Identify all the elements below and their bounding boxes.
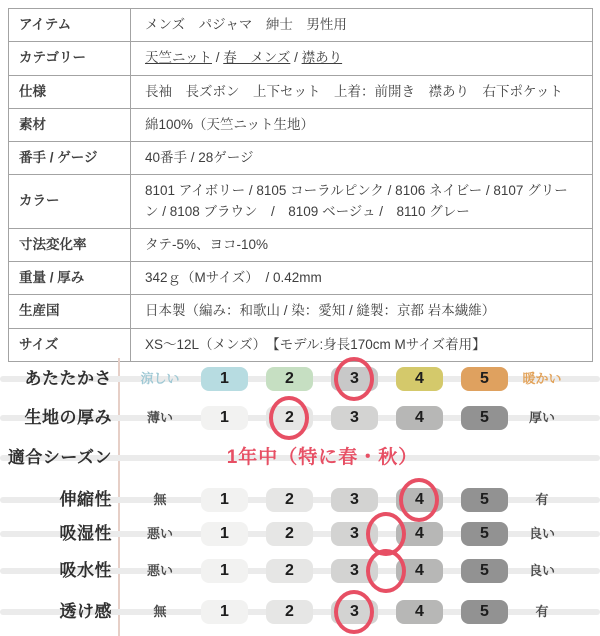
category-link-with-collar[interactable]: 襟あり bbox=[301, 50, 343, 66]
scale-left-label: 涼しい bbox=[140, 371, 180, 386]
table-row-size bbox=[9, 328, 593, 361]
scale-pill-1: 1 bbox=[201, 367, 248, 391]
scale-pill-5: 5 bbox=[461, 600, 508, 624]
link-separator: / bbox=[290, 50, 302, 66]
table-row-country bbox=[9, 295, 593, 328]
spec-label: 重量 / 厚み bbox=[9, 262, 131, 295]
scale-pill-2: 2 bbox=[266, 367, 313, 391]
spec-value: 綿100%（天竺ニット生地） bbox=[131, 108, 593, 141]
scale-pill-2: 2 bbox=[266, 600, 313, 624]
scale-pill-4: 4 bbox=[396, 488, 443, 512]
table-row-weight-thickness bbox=[9, 262, 593, 295]
scale-pill-2: 2 bbox=[266, 522, 313, 546]
scale-pill-5: 5 bbox=[461, 559, 508, 583]
rating-row-fabric-thickness bbox=[0, 399, 600, 437]
spec-value: 40番手 / 28ゲージ bbox=[131, 142, 593, 175]
scale-pill-4: 4 bbox=[396, 522, 443, 546]
table-row-dimensional-change bbox=[9, 228, 593, 261]
spec-value: タテ-5%、ヨコ-10% bbox=[131, 228, 593, 261]
scale-pill-1: 1 bbox=[201, 600, 248, 624]
rating-row-label: 吸水性 bbox=[59, 561, 112, 580]
table-row-item bbox=[9, 9, 593, 42]
scale-pill-2: 2 bbox=[266, 488, 313, 512]
scale-left-label: 無 bbox=[153, 492, 167, 507]
spec-table bbox=[8, 8, 593, 362]
table-row-specification bbox=[9, 75, 593, 108]
scale-pill-2: 2 bbox=[266, 559, 313, 583]
spec-label: 素材 bbox=[9, 108, 131, 141]
scale-pill-5: 5 bbox=[461, 522, 508, 546]
spec-value bbox=[131, 42, 593, 75]
rating-row-stretch bbox=[0, 481, 600, 519]
rating-row-warmth bbox=[0, 360, 600, 398]
rating-row-water-absorption bbox=[0, 552, 600, 590]
rating-row-label: 適合シーズン bbox=[7, 448, 112, 467]
scale-pill-3: 3 bbox=[331, 488, 378, 512]
scale-pill-1: 1 bbox=[201, 406, 248, 430]
spec-label: 仕様 bbox=[9, 75, 131, 108]
scale-pill-3: 3 bbox=[331, 522, 378, 546]
rating-row-label: 透け感 bbox=[59, 602, 112, 621]
scale-pill-3: 3 bbox=[331, 559, 378, 583]
scale-pill-3: 3 bbox=[331, 600, 378, 624]
spec-value: 日本製（編み：和歌山 / 染：愛知 / 縫製：京都 岩本繊維） bbox=[131, 295, 593, 328]
selected-rating-ring bbox=[334, 590, 374, 634]
rating-row-label: あたたかさ bbox=[24, 369, 112, 388]
scale-right-label: 良い bbox=[528, 526, 555, 541]
spec-label: 寸法変化率 bbox=[9, 228, 131, 261]
spec-label: カテゴリー bbox=[9, 42, 131, 75]
scale-right-label: 厚い bbox=[528, 410, 555, 425]
category-link-tenjiku-knit[interactable]: 天竺ニット bbox=[145, 50, 212, 66]
scale-pill-4: 4 bbox=[396, 406, 443, 430]
spec-value: メンズ パジャマ 紳士 男性用 bbox=[131, 9, 593, 42]
scale-pill-3: 3 bbox=[331, 406, 378, 430]
spec-label: カラー bbox=[9, 175, 131, 229]
spec-label: 番手 / ゲージ bbox=[9, 142, 131, 175]
spec-label: サイズ bbox=[9, 328, 131, 361]
spec-value: XS～12L（メンズ） 【モデル:身長170cm Mサイズ着用】 bbox=[131, 328, 593, 361]
spec-label: 生産国 bbox=[9, 295, 131, 328]
scale-pill-4: 4 bbox=[396, 600, 443, 624]
category-link-spring-mens[interactable]: 春 メンズ bbox=[223, 50, 291, 66]
selected-rating-ring bbox=[366, 549, 406, 593]
table-row-category bbox=[9, 42, 593, 75]
selected-rating-ring bbox=[399, 478, 439, 522]
rating-row-label: 伸縮性 bbox=[59, 490, 112, 509]
scale-right-label: 有 bbox=[535, 492, 549, 507]
scale-pill-4: 4 bbox=[396, 559, 443, 583]
spec-value: 342ｇ（Mサイズ） / 0.42mm bbox=[131, 262, 593, 295]
scale-left-label: 無 bbox=[153, 604, 167, 619]
scale-pill-1: 1 bbox=[201, 559, 248, 583]
link-separator: / bbox=[211, 50, 224, 66]
selected-rating-ring bbox=[334, 357, 374, 401]
scale-pill-5: 5 bbox=[461, 367, 508, 391]
rating-row-label: 生地の厚み bbox=[24, 408, 112, 427]
table-row-color bbox=[9, 175, 593, 229]
scale-pill-1: 1 bbox=[201, 522, 248, 546]
scale-pill-5: 5 bbox=[461, 406, 508, 430]
rating-row-moisture-absorption bbox=[0, 515, 600, 553]
table-row-count-gauge bbox=[9, 142, 593, 175]
spec-value: 8101 アイボリー / 8105 コーラルピンク / 8106 ネイビー / 8107 グリーン / 8108 ブラウン / 8109 ベージュ / 8110 グレー bbox=[131, 175, 593, 229]
scale-right-label: 良い bbox=[528, 563, 555, 578]
season-note: 1年中（特に春・秋） bbox=[226, 447, 419, 468]
scale-pill-2: 2 bbox=[266, 406, 313, 430]
rating-row-season bbox=[0, 439, 600, 477]
scale-right-label: 暖かい bbox=[522, 371, 562, 386]
spec-value: 長袖 長ズボン 上下セット 上着：前開き 襟あり 右下ポケット bbox=[131, 75, 593, 108]
scale-left-label: 薄い bbox=[146, 410, 173, 425]
scale-pill-4: 4 bbox=[396, 367, 443, 391]
rating-row-label: 吸湿性 bbox=[59, 524, 112, 543]
scale-left-label: 悪い bbox=[146, 526, 173, 541]
scale-pill-5: 5 bbox=[461, 488, 508, 512]
spec-label: アイテム bbox=[9, 9, 131, 42]
table-row-material bbox=[9, 108, 593, 141]
scale-pill-3: 3 bbox=[331, 367, 378, 391]
rating-row-sheerness bbox=[0, 593, 600, 631]
scale-right-label: 有 bbox=[535, 604, 549, 619]
scale-pill-1: 1 bbox=[201, 488, 248, 512]
scale-left-label: 悪い bbox=[146, 563, 173, 578]
selected-rating-ring bbox=[269, 396, 309, 440]
